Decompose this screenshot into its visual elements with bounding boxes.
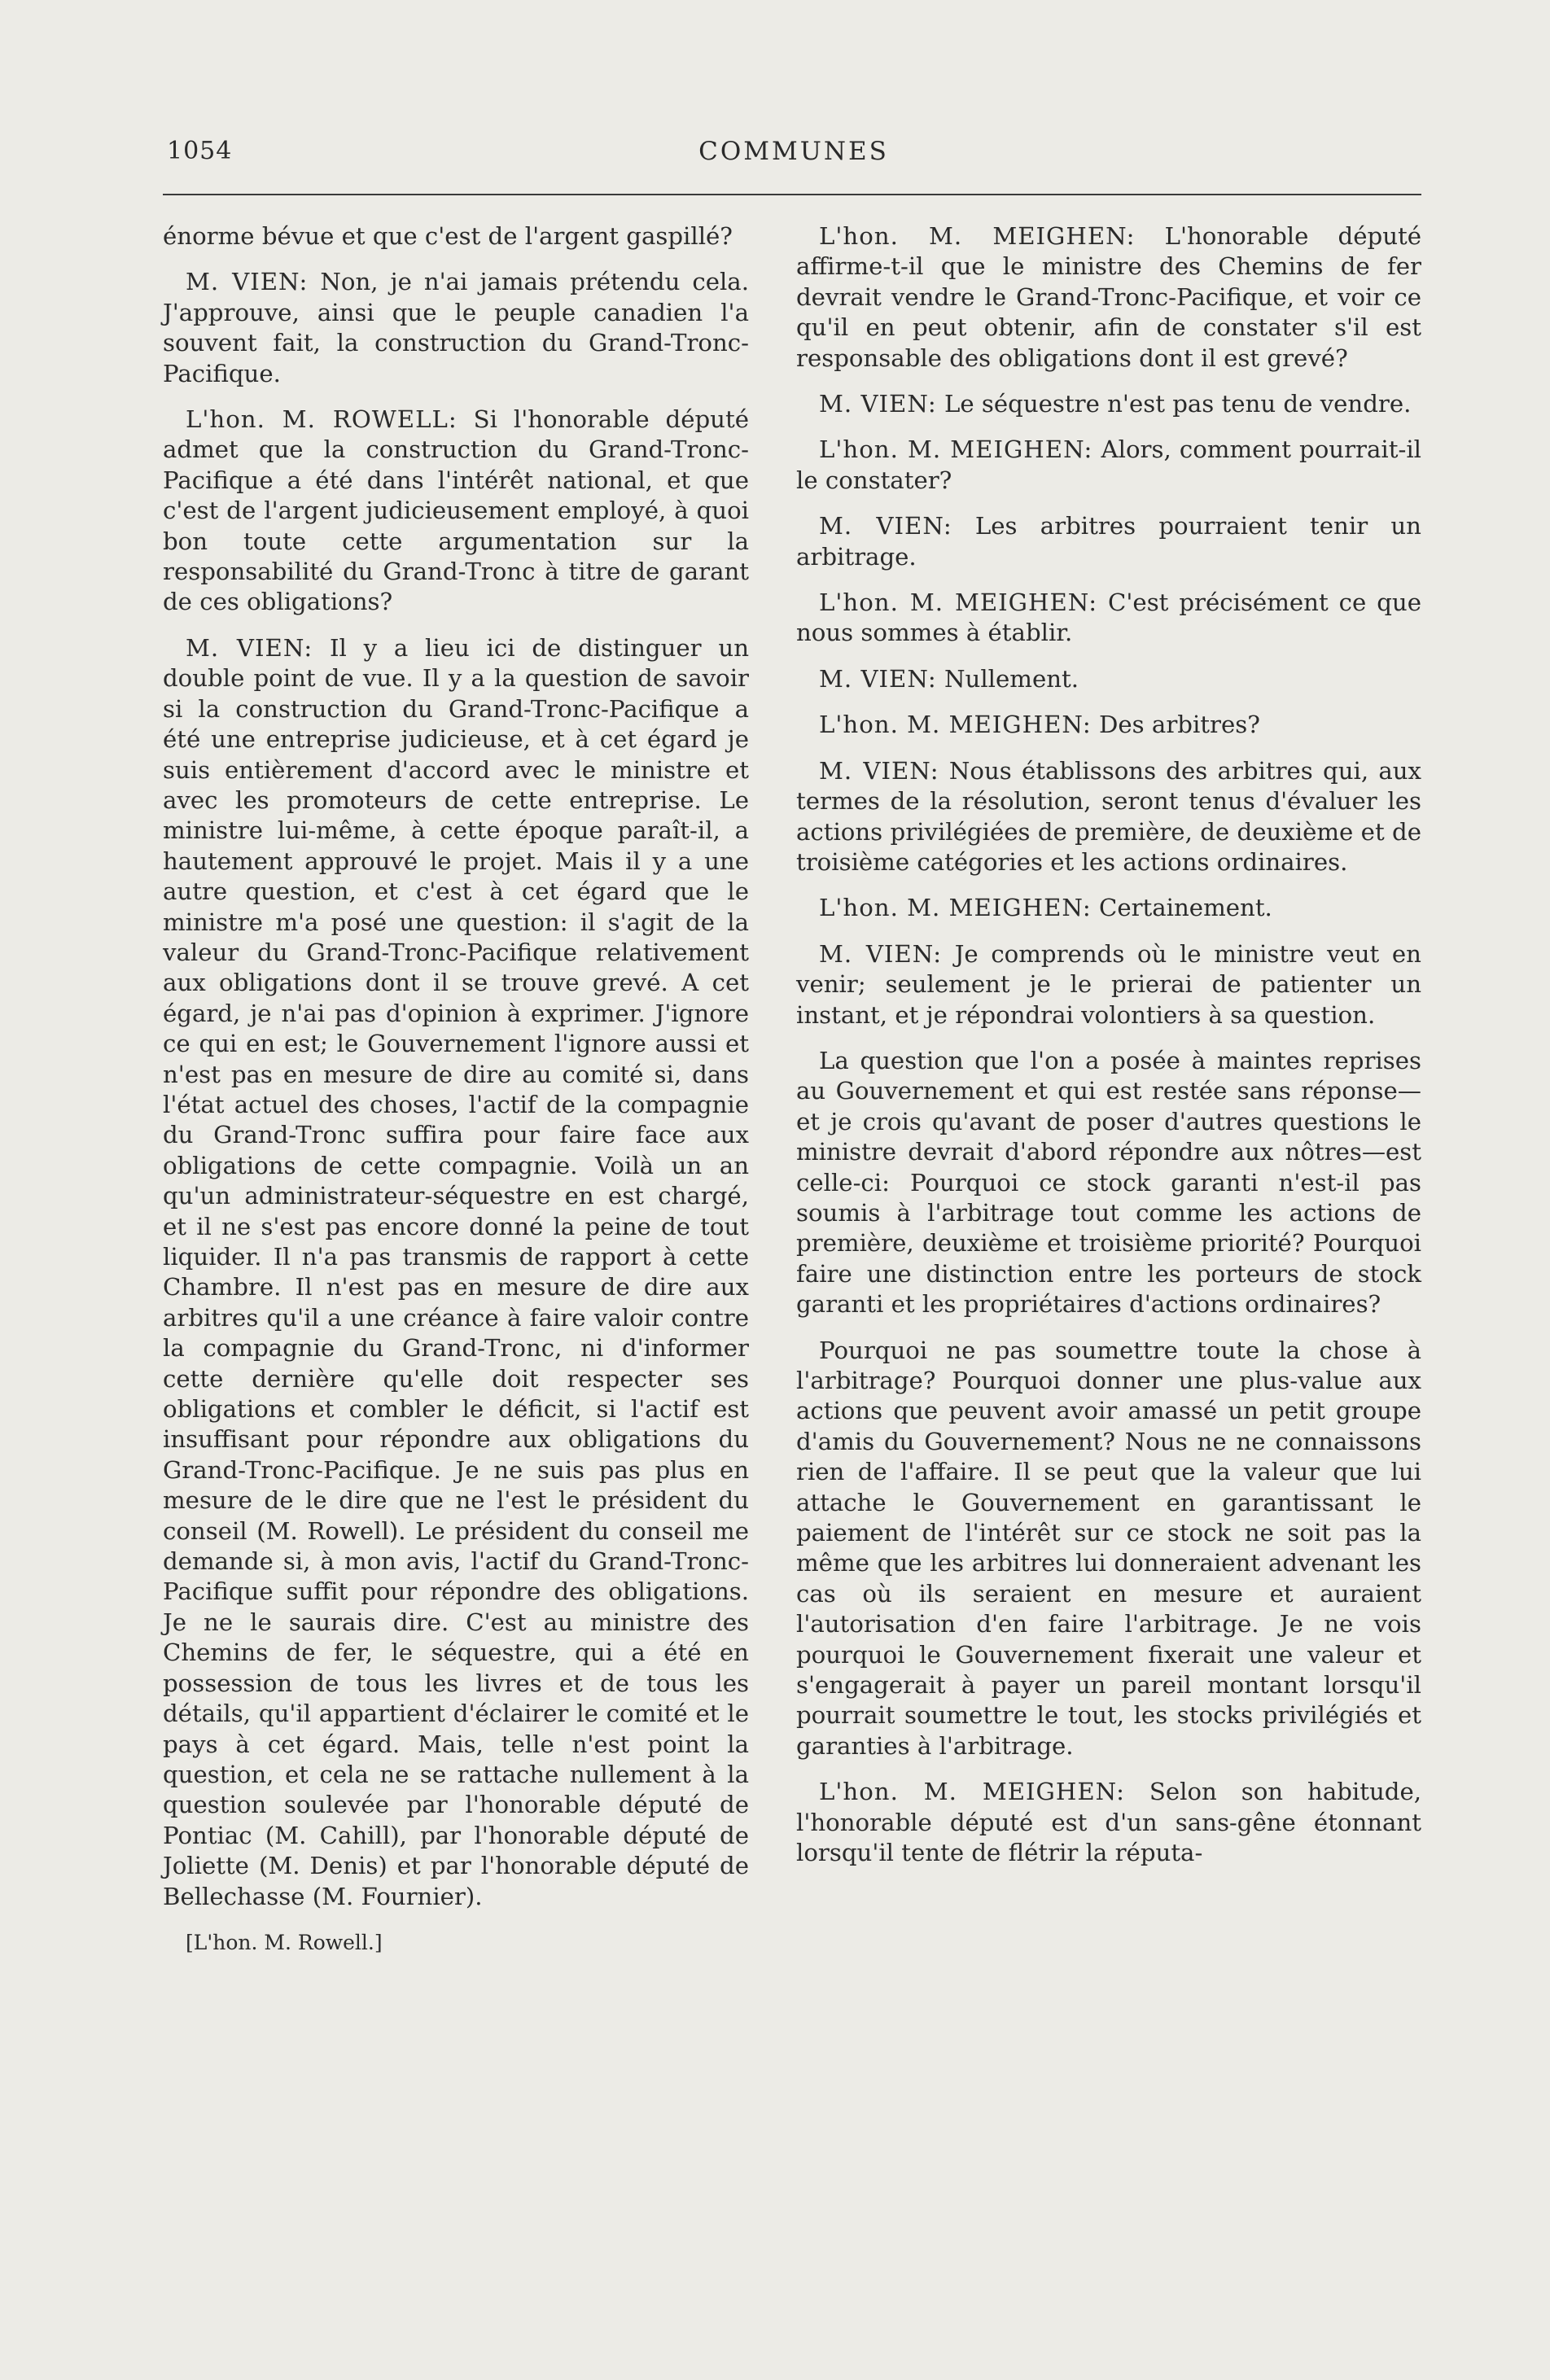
paragraph [796, 511, 1421, 572]
paragraph [163, 221, 749, 252]
paragraph [796, 664, 1421, 694]
speaker-label: L'hon. M. MEIGHEN: [819, 1778, 1125, 1806]
paragraph-text: Je comprends où le ministre veut en venir; seulement je le prierai de patienter un instant, et je répondrai volontiers à sa question. [796, 939, 1421, 1029]
speaker-label: L'hon. M. MEIGHEN: [819, 894, 1092, 922]
paragraph-text: Certainement. [1091, 894, 1272, 922]
paragraph [796, 893, 1421, 923]
speaker-label: M. VIEN: [819, 939, 943, 968]
page-header [167, 137, 1421, 176]
speaker-label: M. VIEN: [186, 633, 313, 662]
header-rule [163, 194, 1421, 195]
paragraph [796, 1777, 1421, 1868]
speaker-label: M. VIEN: [819, 512, 952, 540]
paragraph-text: Des arbitres? [1091, 711, 1260, 739]
paragraph [796, 756, 1421, 878]
paragraph-text: La question que l'on a posée à maintes reprises au Gouvernement et qui est restée sans réponse—et je crois qu'avant de poser d'autres questions le ministre devrait d'abord répondre aux nôtres—est celle-ci: Pourquoi ce stock garanti n'est-il pas soumis à l'arbitrage tout comme les actions de première, deuxième et troisième priorité? Pourquoi faire une distinction entre les porteurs de stock garanti et les propriétaires d'actions ordinaires? [796, 1046, 1421, 1319]
speaker-label: M. VIEN: [819, 390, 937, 418]
paragraph-text: énorme bévue et que c'est de l'argent gaspillé? [163, 222, 733, 250]
paragraph [796, 1046, 1421, 1320]
speaker-label: M. VIEN: [186, 268, 309, 296]
paragraph [163, 267, 749, 389]
speaker-label: L'hon. M. MEIGHEN: [819, 435, 1093, 464]
paragraph-text: C'est précisément ce que nous sommes à établir. [796, 588, 1421, 647]
page-number: 1054 [167, 137, 233, 165]
paragraph-text: Le séquestre n'est pas tenu de vendre. [936, 390, 1412, 418]
paragraph [796, 389, 1421, 419]
paragraph-text: Il y a lieu ici de distinguer un double point de vue. Il y a la question de savoir si la construction du Grand-Tronc-Pacifique a été une entreprise judicieuse, et à cet égard je suis entièrement d'accord avec le ministre et avec les promoteurs de cette entreprise. Le ministre lui-même, à cette époque paraît-il, a hautement approuvé le projet. Mais il y a une autre question, et c'est à cet égard que le ministre m'a posé une question: il s'agit de la valeur du Grand-Tronc-Pacifique relativement aux obligations dont il se trouve grevé. A cet égard, je n'ai pas d'opinion à exprimer. J'ignore ce qui en est; le Gouvernement l'ignore aussi et n'est pas en mesure de dire au comité si, dans l'état actuel des choses, l'actif de la compagnie du Grand-Tronc suffira pour faire face aux obligations de cette compagnie. Voilà un an qu'un administrateur-séquestre en est chargé, et il ne s'est pas encore donné la peine de tout liquider. Il n'a pas transmis de rapport à cette Chambre. Il n'est pas en mesure de dire aux arbitres qu'il a une créance à faire valoir contre la compagnie du Grand-Tronc, ni d'informer cette dernière qu'elle doit respecter ses obligations et combler le déficit, si l'actif est insuffisant pour répondre aux obligations du Grand-Tronc-Pacifique. Je ne suis pas plus en mesure de le dire que ne l'est le président du conseil (M. Rowell). Le président du conseil me demande si, à mon avis, l'actif du Grand-Tronc-Pacifique suffit pour répondre des obligations. Je ne le saurais dire. C'est au ministre des Chemins de fer, le séquestre, qui a été en possession de tous les livres et de tous les détails, qu'il appartient d'éclairer le comité et le pays à cet égard. Mais, telle n'est point la question, et cela ne se rattache nullement à la question soulevée par l'honorable député de Pontiac (M. Cahill), par l'honorable député de Joliette (M. Denis) et par l'honorable député de Bellechasse (M. Fournier). [163, 633, 749, 1910]
paragraph-text: Pourquoi ne pas soumettre toute la chose à l'arbitrage? Pourquoi donner une plus-value aux actions que peuvent avoir amassé un petit groupe d'amis du Gouvernement? Nous ne ne connaissons rien de l'affaire. Il se peut que la valeur que lui attache le Gouvernement en garantissant le paiement de l'intérêt sur ce stock ne soit pas la même que les arbitres lui donneraient advenant les cas où ils seraient en mesure et auraient l'autorisation d'en faire l'arbitrage. Je ne vois pourquoi le Gouvernement fixerait une valeur et s'engagerait à payer un pareil montant lorsqu'il pourrait soumettre le tout, les stocks privilégiés et garanties à l'arbitrage. [796, 1336, 1421, 1760]
paragraph-text: L'honorable député affirme-t-il que le ministre des Chemins de fer devrait vendre le Grand-Tronc-Pacifique, et voir ce qu'il en peut obtenir, afin de constater s'il est responsable des obligations dont il est grevé? [796, 222, 1421, 372]
paragraph-text: Si l'honorable député admet que la construction du Grand-Tronc-Pacifique a été dans l'intérêt national, et que c'est de l'argent judicieusement employé, à quoi bon toute cette argumentation sur la responsabilité du Grand-Tronc à titre de garant de ces obligations? [163, 405, 749, 616]
right-column [796, 221, 1421, 1884]
paragraph-text: Les arbitres pourraient tenir un arbitrage. [796, 512, 1421, 571]
paragraph [796, 939, 1421, 1030]
speaker-label: L'hon. M. ROWELL: [186, 405, 458, 434]
paragraph [796, 588, 1421, 649]
speaker-label: M. VIEN: [819, 756, 939, 785]
footer-note: [L'hon. M. Rowell.] [186, 1930, 383, 1954]
paragraph-text: Non, je n'ai jamais prétendu cela. J'approuve, ainsi que le peuple canadien l'a souvent fait, la construction du Grand-Tronc-Pacifique. [163, 268, 749, 387]
paragraph [796, 435, 1421, 496]
speaker-label: M. VIEN: [819, 664, 937, 693]
paragraph-text: Alors, comment pourrait-il le constater? [796, 435, 1422, 494]
speaker-label: L'hon. M. MEIGHEN: [819, 711, 1092, 739]
left-column [163, 221, 749, 1973]
paragraph [796, 710, 1421, 740]
paragraph-text: Nullement. [936, 664, 1079, 693]
speaker-label: L'hon. M. MEIGHEN: [819, 588, 1098, 617]
paragraph [163, 405, 749, 618]
speaker-label: L'hon. M. MEIGHEN: [819, 222, 1136, 250]
paragraph-text: Nous établissons des arbitres qui, aux termes de la résolution, seront tenus d'évaluer les actions privilégiées de première, de deuxième et de troisième catégories et les actions ordinaires. [796, 756, 1421, 876]
paragraph-text: Selon son habitude, l'honorable député est d'un sans-gêne étonnant lorsqu'il tente de flétrir la réputa- [796, 1778, 1421, 1867]
running-head: COMMUNES [698, 137, 889, 166]
paragraph [796, 1336, 1421, 1762]
paragraph [163, 633, 749, 1912]
paragraph [796, 221, 1421, 374]
